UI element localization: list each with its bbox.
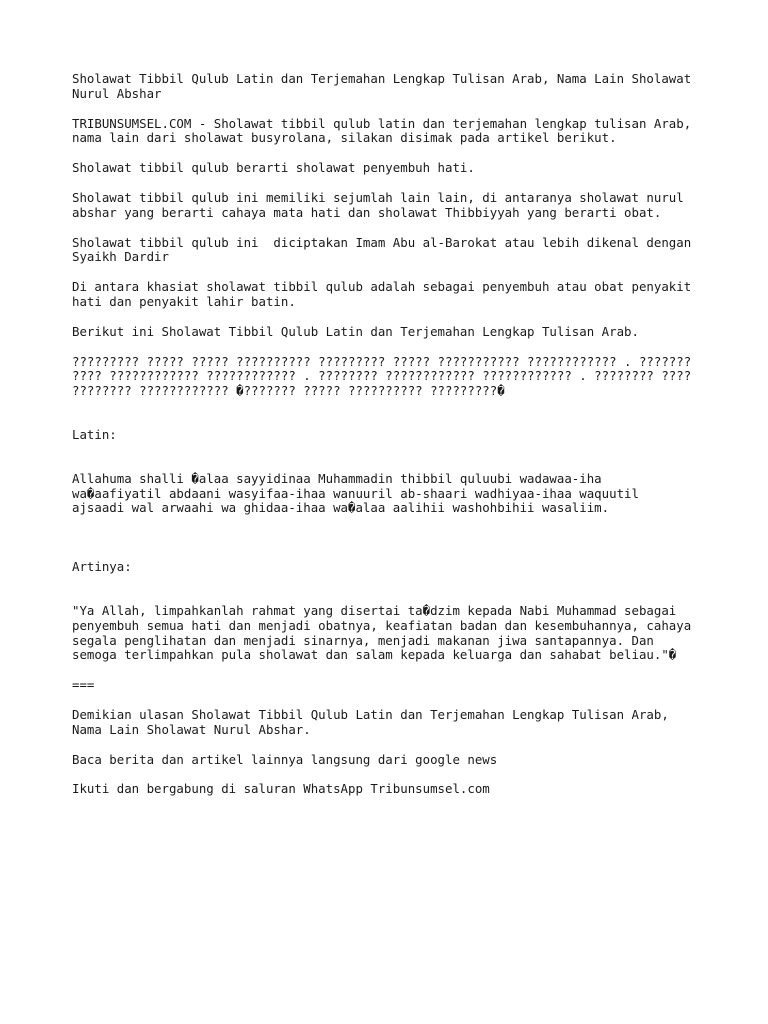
translation-text: "Ya Allah, limpahkanlah rahmat yang disertai ta�dzim kepada Nabi Muhammad sebagai penyembuh semua hati dan menjadi obatnya, keafiatan badan dan kesembuhannya, cahaya segala penglihatan dan menjadi sinarnya, menjadi makanan jiwa santapannya. Dan semoga terlimpahkan pula sholawat dan salam kepada keluarga dan sahabat beliau."� bbox=[72, 602, 692, 663]
other-names-paragraph: Sholawat tibbil qulub ini memiliki sejumlah lain lain, di antaranya sholawat nurul abshar yang berarti cahaya mata hati dan sholawat Thibbiyyah yang berarti obat. bbox=[72, 189, 684, 220]
closing-paragraph: Demikian ulasan Sholawat Tibbil Qulub Latin dan Terjemahan Lengkap Tulisan Arab, Nama Lain Sholawat Nurul Abshar. bbox=[72, 706, 669, 737]
intro-paragraph: TRIBUNSUMSEL.COM - Sholawat tibbil qulub latin dan terjemahan lengkap tulisan Arab, nama lain dari sholawat busyrolana, silakan disimak pada artikel berikut. bbox=[72, 115, 692, 146]
document-page bbox=[72, 72, 702, 797]
google-news-line: Baca berita dan artikel lainnya langsung dari google news bbox=[72, 751, 498, 767]
arabic-text: ????????? ????? ????? ?????????? ????????? ????? ??????????? ???????????? . ??????? ???? ???????????? ???????????? . ???????? ???????????? ???????????? . ???????? ???? ???????? ???????????? �??????? ????? ?????????? ?????????� bbox=[72, 353, 692, 399]
latin-label: Latin: bbox=[72, 426, 117, 442]
meaning-paragraph: Sholawat tibbil qulub berarti sholawat penyembuh hati. bbox=[72, 160, 475, 176]
following-paragraph: Berikut ini Sholawat Tibbil Qulub Latin dan Terjemahan Lengkap Tulisan Arab. bbox=[72, 323, 639, 339]
whatsapp-line: Ikuti dan bergabung di saluran WhatsApp Tribunsumsel.com bbox=[72, 781, 490, 797]
article-title: Sholawat Tibbil Qulub Latin dan Terjemahan Lengkap Tulisan Arab, Nama Lain Sholawat Nurul Abshar bbox=[72, 71, 692, 101]
separator: === bbox=[72, 677, 95, 693]
translation-label: Artinya: bbox=[72, 559, 132, 575]
creator-paragraph: Sholawat tibbil qulub ini diciptakan Imam Abu al-Barokat atau lebih dikenal dengan Syaikh Dardir bbox=[72, 234, 692, 265]
latin-text: Allahuma shalli �alaa sayyidinaa Muhammadin thibbil quluubi wadawaa-iha wa�aafiyatil abdaani wasyifaa-ihaa wanuuril ab-shaari wadhiyaa-ihaa waquutil ajsaadi wal arwaahi wa ghidaa-ihaa wa�alaa aalihii washohbihii wasaliim. bbox=[72, 470, 639, 516]
benefits-paragraph: Di antara khasiat sholawat tibbil qulub adalah sebagai penyembuh atau obat penyakit hati dan penyakit lahir batin. bbox=[72, 279, 692, 309]
